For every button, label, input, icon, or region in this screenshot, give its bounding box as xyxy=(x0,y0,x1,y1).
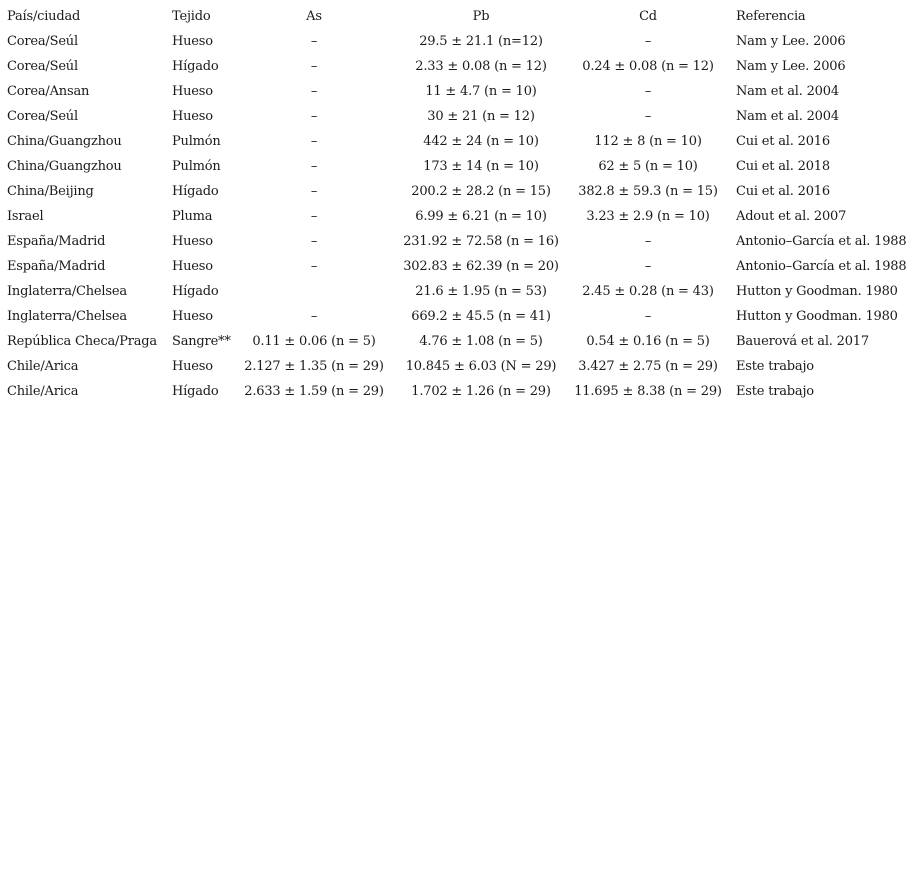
cell-as: – xyxy=(310,84,318,99)
table-row xyxy=(0,329,924,354)
cell-as: – xyxy=(310,59,318,74)
cell-country-city: Israel xyxy=(7,209,44,224)
cell-tissue: Hígado xyxy=(172,384,219,399)
cell-pb: 29.5 ± 21.1 (n=12) xyxy=(419,34,543,49)
header-as: As xyxy=(306,9,322,24)
table-row xyxy=(0,204,924,229)
table-row xyxy=(0,354,924,379)
cell-pb: 173 ± 14 (n = 10) xyxy=(423,159,539,174)
cell-pb: 442 ± 24 (n = 10) xyxy=(423,134,539,149)
cell-reference: Bauerová et al. 2017 xyxy=(736,334,869,349)
cell-country-city: China/Guangzhou xyxy=(7,159,122,174)
cell-cd: – xyxy=(644,259,652,274)
cell-as: – xyxy=(310,134,318,149)
table-row xyxy=(0,254,924,279)
cell-tissue: Hueso xyxy=(172,34,213,49)
cell-country-city: España/Madrid xyxy=(7,259,106,274)
header-reference: Referencia xyxy=(736,9,806,24)
cell-cd: 11.695 ± 8.38 (n = 29) xyxy=(574,384,722,399)
table-row xyxy=(0,279,924,304)
cell-as: – xyxy=(310,109,318,124)
table-header xyxy=(0,4,924,29)
cell-cd: 2.45 ± 0.28 (n = 43) xyxy=(582,284,714,299)
cell-as: – xyxy=(310,259,318,274)
cell-tissue: Hígado xyxy=(172,184,219,199)
cell-reference: Nam y Lee. 2006 xyxy=(736,59,846,74)
cell-reference: Antonio–García et al. 1988 xyxy=(736,259,907,274)
cell-reference: Este trabajo xyxy=(736,359,814,374)
cell-pb: 200.2 ± 28.2 (n = 15) xyxy=(411,184,551,199)
table-row xyxy=(0,229,924,254)
cell-country-city: España/Madrid xyxy=(7,234,106,249)
cell-cd: – xyxy=(644,84,652,99)
cell-cd: – xyxy=(644,309,652,324)
cell-country-city: Inglaterra/Chelsea xyxy=(7,309,127,324)
header-country-city: País/ciudad xyxy=(7,9,81,24)
cell-reference: Adout et al. 2007 xyxy=(736,209,847,224)
cell-country-city: República Checa/Praga xyxy=(7,334,157,349)
cell-country-city: China/Beijing xyxy=(7,184,94,199)
cell-cd: 0.24 ± 0.08 (n = 12) xyxy=(582,59,714,74)
cell-as: – xyxy=(310,34,318,49)
table-row xyxy=(0,154,924,179)
cell-reference: Hutton y Goodman. 1980 xyxy=(736,284,898,299)
cell-tissue: Hígado xyxy=(172,284,219,299)
cell-tissue: Sangre** xyxy=(172,334,231,349)
cell-pb: 669.2 ± 45.5 (n = 41) xyxy=(411,309,551,324)
cell-tissue: Pulmón xyxy=(172,134,221,149)
cell-as: – xyxy=(310,184,318,199)
header-cd: Cd xyxy=(639,9,657,24)
cell-as: 2.633 ± 1.59 (n = 29) xyxy=(244,384,384,399)
cell-as: 0.11 ± 0.06 (n = 5) xyxy=(252,334,376,349)
cell-reference: Nam et al. 2004 xyxy=(736,84,839,99)
cell-reference: Antonio–García et al. 1988 xyxy=(736,234,907,249)
cell-country-city: Inglaterra/Chelsea xyxy=(7,284,127,299)
cell-cd: 3.23 ± 2.9 (n = 10) xyxy=(586,209,710,224)
cell-country-city: Corea/Seúl xyxy=(7,59,78,74)
cell-tissue: Pulmón xyxy=(172,159,221,174)
cell-pb: 6.99 ± 6.21 (n = 10) xyxy=(415,209,547,224)
cell-tissue: Hueso xyxy=(172,259,213,274)
heavy-metals-table xyxy=(0,4,924,404)
cell-pb: 302.83 ± 62.39 (n = 20) xyxy=(403,259,559,274)
cell-cd: 3.427 ± 2.75 (n = 29) xyxy=(578,359,718,374)
cell-reference: Nam y Lee. 2006 xyxy=(736,34,846,49)
cell-reference: Cui et al. 2016 xyxy=(736,134,830,149)
cell-reference: Este trabajo xyxy=(736,384,814,399)
cell-reference: Hutton y Goodman. 1980 xyxy=(736,309,898,324)
table-row xyxy=(0,29,924,54)
cell-country-city: Chile/Arica xyxy=(7,359,79,374)
cell-cd: – xyxy=(644,234,652,249)
cell-tissue: Hueso xyxy=(172,109,213,124)
cell-reference: Cui et al. 2016 xyxy=(736,184,830,199)
header-tissue: Tejido xyxy=(172,9,211,24)
header-row xyxy=(0,4,924,29)
cell-as: – xyxy=(310,309,318,324)
table-row xyxy=(0,379,924,404)
cell-tissue: Hueso xyxy=(172,359,213,374)
cell-country-city: Chile/Arica xyxy=(7,384,79,399)
cell-tissue: Hueso xyxy=(172,309,213,324)
cell-reference: Cui et al. 2018 xyxy=(736,159,830,174)
table-row xyxy=(0,54,924,79)
cell-pb: 4.76 ± 1.08 (n = 5) xyxy=(419,334,543,349)
table-row xyxy=(0,129,924,154)
cell-tissue: Hueso xyxy=(172,84,213,99)
cell-tissue: Hueso xyxy=(172,234,213,249)
cell-cd: 0.54 ± 0.16 (n = 5) xyxy=(586,334,710,349)
cell-cd: 382.8 ± 59.3 (n = 15) xyxy=(578,184,718,199)
table-row xyxy=(0,79,924,104)
cell-cd: 62 ± 5 (n = 10) xyxy=(598,159,698,174)
cell-pb: 2.33 ± 0.08 (n = 12) xyxy=(415,59,547,74)
cell-pb: 1.702 ± 1.26 (n = 29) xyxy=(411,384,551,399)
cell-cd: – xyxy=(644,109,652,124)
cell-as: – xyxy=(310,209,318,224)
cell-tissue: Pluma xyxy=(172,209,213,224)
cell-as: – xyxy=(310,234,318,249)
cell-pb: 11 ± 4.7 (n = 10) xyxy=(425,84,537,99)
cell-as: – xyxy=(310,159,318,174)
header-pb: Pb xyxy=(472,9,490,24)
cell-tissue: Hígado xyxy=(172,59,219,74)
cell-as xyxy=(233,279,395,304)
cell-country-city: Corea/Seúl xyxy=(7,109,78,124)
table-body xyxy=(0,29,924,404)
cell-pb: 21.6 ± 1.95 (n = 53) xyxy=(415,284,547,299)
cell-country-city: Corea/Ansan xyxy=(7,84,90,99)
table-row xyxy=(0,104,924,129)
cell-cd: – xyxy=(644,34,652,49)
cell-country-city: China/Guangzhou xyxy=(7,134,122,149)
table-row xyxy=(0,179,924,204)
cell-cd: 112 ± 8 (n = 10) xyxy=(594,134,702,149)
table-row xyxy=(0,304,924,329)
cell-pb: 30 ± 21 (n = 12) xyxy=(427,109,535,124)
cell-country-city: Corea/Seúl xyxy=(7,34,78,49)
cell-pb: 231.92 ± 72.58 (n = 16) xyxy=(403,234,559,249)
cell-pb: 10.845 ± 6.03 (N = 29) xyxy=(405,359,557,374)
cell-as: 2.127 ± 1.35 (n = 29) xyxy=(244,359,384,374)
cell-reference: Nam et al. 2004 xyxy=(736,109,839,124)
